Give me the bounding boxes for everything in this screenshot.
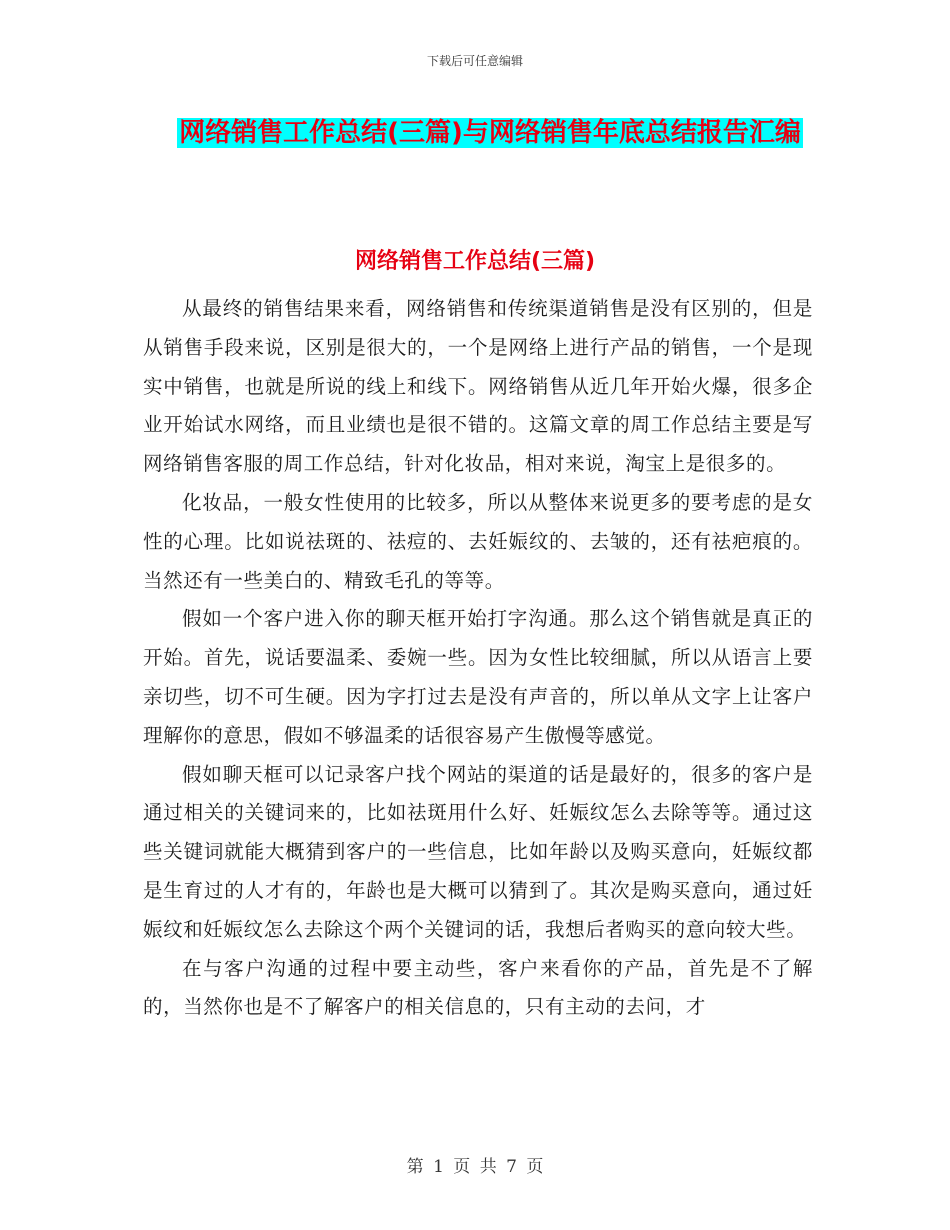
document-body	[143, 290, 813, 1027]
paragraph: 假如一个客户进入你的聊天框开始打字沟通。那么这个销售就是真正的开始。首先，说话要温柔、委婉一些。因为女性比较细腻，所以从语言上要亲切些，切不可生硬。因为字打过去是没有声音的，所以单从文字上让客户理解你的意思，假如不够温柔的话很容易产生傲慢等感觉。	[143, 607, 813, 747]
paragraph: 在与客户沟通的过程中要主动些，客户来看你的产品，首先是不了解的，当然你也是不了解客户的相关信息的，只有主动的去问，才	[143, 956, 813, 1019]
page-number-footer: 第 1 页 共 7 页	[406, 1157, 544, 1177]
document-title	[140, 108, 840, 158]
page-header-note: 下载后可任意编辑	[426, 54, 523, 68]
document-title-text: 网络销售工作总结(三篇)与网络销售年底总结报告汇编	[179, 118, 801, 148]
paragraph: 化妆品，一般女性使用的比较多，所以从整体来说更多的要考虑的是女性的心理。比如说祛斑的、祛痘的、去妊娠纹的、去皱的，还有祛疤痕的。当然还有一些美白的、精致毛孔的等等。	[143, 490, 813, 592]
section-title: 网络销售工作总结(三篇)	[354, 249, 596, 274]
paragraph: 假如聊天框可以记录客户找个网站的渠道的话是最好的，很多的客户是通过相关的关键词来的，比如祛斑用什么好、妊娠纹怎么去除等等。通过这些关键词就能大概猜到客户的一些信息，比如年龄以及购买意向，妊娠纹都是生育过的人才有的，年龄也是大概可以猜到了。其次是购买意向，通过妊娠纹和妊娠纹怎么去除这个两个关键词的话，我想后者购买的意向较大些。	[143, 762, 813, 941]
paragraph: 从最终的销售结果来看，网络销售和传统渠道销售是没有区别的，但是从销售手段来说，区别是很大的，一个是网络上进行产品的销售，一个是现实中销售，也就是所说的线上和线下。网络销售从近几年开始火爆，很多企业开始试水网络，而且业绩也是很不错的。这篇文章的周工作总结主要是写网络销售客服的周工作总结，针对化妆品，相对来说，淘宝上是很多的。	[143, 297, 813, 476]
